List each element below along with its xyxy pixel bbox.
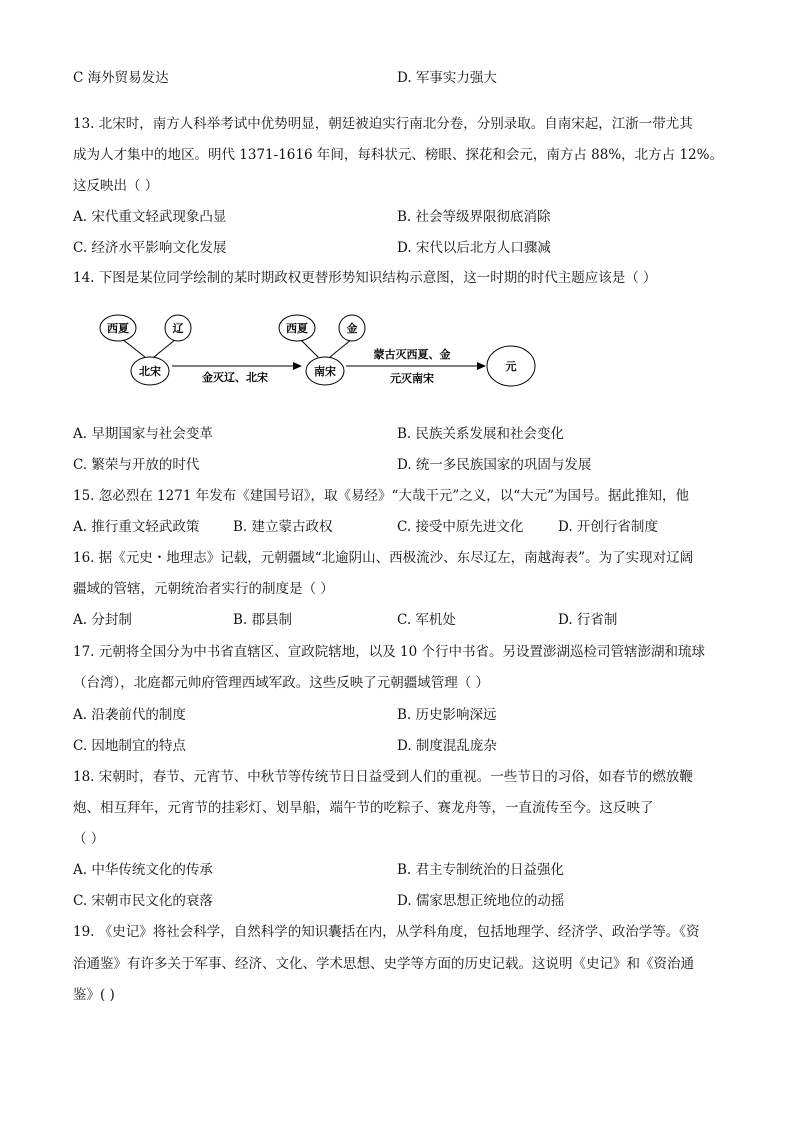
question-18-line-1: 18. 宋朝时，春节、元宵节、中秋节等传统节日日益受到人们的重视。一些节日的习俗，如春节的燃放鞭 xyxy=(73,769,693,785)
question-13-line-2: 成为人才集中的地区。明代 1371-1616 年间，每科状元、榜眼、探花和会元，南方占 88%，北方占 12%。 xyxy=(73,147,723,163)
question-17-line-1: 17. 元朝将全国分为中书省直辖区、宣政院辖地，以及 10 个行中书省。另设置澎湖巡检司管辖澎湖和琉球 xyxy=(73,644,706,660)
node-xixia-2-label: 西夏 xyxy=(286,322,308,335)
q13-option-d: D. 宋代以后北方人口骤减 xyxy=(397,240,551,256)
arrow-2-label-top: 蒙古灭西夏、金 xyxy=(373,348,451,361)
node-nansong-label: 南宋 xyxy=(314,365,336,378)
q16-option-b: B. 郡县制 xyxy=(233,612,293,628)
arrow-2-head xyxy=(477,362,486,370)
q17-option-d: D. 制度混乱庞杂 xyxy=(397,738,497,754)
q16-option-a: A. 分封制 xyxy=(73,612,132,628)
q18-option-a: A. 中华传统文化的传承 xyxy=(73,862,213,878)
question-16-line-2: 疆域的管辖，元朝统治者实行的制度是（ ） xyxy=(73,581,334,597)
q17-option-b: B. 历史影响深远 xyxy=(397,707,497,723)
node-jin-label: 金 xyxy=(346,322,358,335)
q17-option-a: A. 沿袭前代的制度 xyxy=(73,707,186,723)
q18-option-d: D. 儒家思想正统地位的动摇 xyxy=(397,893,565,909)
q15-option-d: D. 开创行省制度 xyxy=(558,519,658,535)
q14-option-a: A. 早期国家与社会变革 xyxy=(73,426,213,442)
q16-option-c: C. 军机处 xyxy=(397,612,456,628)
connector-xixia-nansong xyxy=(300,339,318,357)
q18-option-c: C. 宋朝市民文化的衰落 xyxy=(73,893,213,909)
node-nansong xyxy=(306,357,344,385)
q15-option-b: B. 建立蒙古政权 xyxy=(233,519,333,535)
question-13-line-1: 13. 北宋时，南方人科举考试中优势明显，朝廷被迫实行南北分卷，分别录取。自南宋起，江浙一带尤其 xyxy=(73,116,693,132)
q13-option-b: B. 社会等级界限彻底消除 xyxy=(397,209,551,225)
q14-option-d: D. 统一多民族国家的巩固与发展 xyxy=(397,457,592,473)
question-16-line-1: 16. 据《元史・地理志》记载，元朝疆域“北逾阴山、西极流沙、东尽辽左，南越海表”。为了实现对辽阔 xyxy=(73,550,694,566)
question-19-line-3: 鉴》( ) xyxy=(73,987,115,1003)
arrow-1-label: 金灭辽、北宋 xyxy=(202,371,268,384)
q14-option-b: B. 民族关系发展和社会变化 xyxy=(397,426,565,442)
arrow-1-head xyxy=(293,362,302,370)
q13-option-a: A. 宋代重文轻武现象凸显 xyxy=(73,209,227,225)
node-yuan xyxy=(487,346,535,386)
connector-xixia-beisong xyxy=(122,339,145,357)
question-18-line-3: （ ） xyxy=(73,831,105,847)
q14-option-c: C. 繁荣与开放的时代 xyxy=(73,457,200,473)
question-14-stem: 14. 下图是某位同学绘制的某时期政权更替形势知识结构示意图，这一时期的时代主题应该是（ ） xyxy=(73,270,657,286)
q16-option-d: D. 行省制 xyxy=(558,612,618,628)
node-xixia-1-label: 西夏 xyxy=(107,322,129,335)
node-liao-label: 辽 xyxy=(172,322,184,335)
node-jin xyxy=(339,315,365,341)
node-xixia-2 xyxy=(279,315,315,341)
arrow-2-label-bottom: 元灭南宋 xyxy=(390,372,434,385)
q18-option-b: B. 君主专制统治的日益强化 xyxy=(397,862,565,878)
node-yuan-label: 元 xyxy=(505,360,517,373)
node-liao xyxy=(165,315,191,341)
regime-change-diagram xyxy=(90,305,560,395)
question-15-stem: 15. 忽必烈在 1271 年发布《建国号诏》，取《易经》“大哉干元”之义，以“大元”为国号。据此推知，他 xyxy=(73,488,690,504)
q15-option-c: C. 接受中原先进文化 xyxy=(397,519,524,535)
connector-jin-nansong xyxy=(330,339,352,357)
question-17-line-2: （台湾），北庭都元帅府管理西域军政。这些反映了元朝疆域管理（ ） xyxy=(73,675,490,691)
connector-liao-beisong xyxy=(154,339,176,357)
question-13-line-3: 这反映出（ ） xyxy=(73,178,159,194)
option-c: C 海外贸易发达 xyxy=(73,70,169,86)
question-19-line-1: 19. 《史记》将社会科学，自然科学的知识囊括在内，从学科角度，包括地理学、经济学、政治学等。《资 xyxy=(73,924,700,940)
question-19-line-2: 治通鉴》有许多关于军事、经济、文化、学术思想、史学等方面的历史记载。这说明《史记》和《资治通 xyxy=(73,956,694,972)
node-xixia-1 xyxy=(100,315,136,341)
node-beisong-label: 北宋 xyxy=(139,365,161,378)
node-beisong xyxy=(131,357,169,385)
option-d: D. 军事实力强大 xyxy=(397,70,497,86)
q13-option-c: C. 经济水平影响文化发展 xyxy=(73,240,227,256)
question-18-line-2: 炮、相互拜年，元宵节的挂彩灯、划旱船，端午节的吃粽子、赛龙舟等，一直流传至今。这反映了 xyxy=(73,800,654,816)
q15-option-a: A. 推行重文轻武政策 xyxy=(73,519,200,535)
q17-option-c: C. 因地制宜的特点 xyxy=(73,738,186,754)
